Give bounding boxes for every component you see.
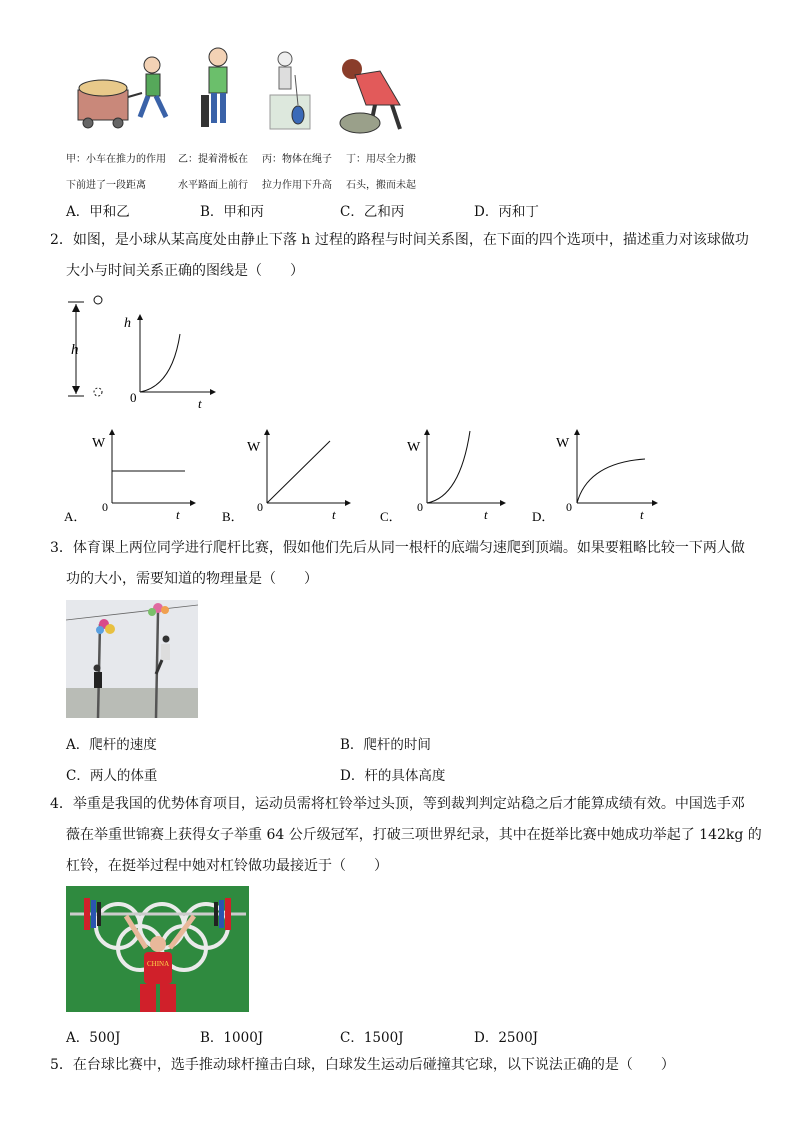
graph-b-xlabel: t bbox=[332, 507, 336, 522]
graph-b-option-label: B． bbox=[222, 509, 244, 524]
q3-pole-climb-photo bbox=[66, 600, 198, 718]
graph-a-xlabel: t bbox=[176, 507, 180, 522]
q1-option-a[interactable]: A．甲和乙 bbox=[66, 204, 130, 220]
q4-option-a[interactable]: A．500J bbox=[66, 1030, 121, 1046]
q2-option-graphs bbox=[60, 425, 670, 530]
graph-a[interactable] bbox=[64, 429, 196, 524]
jersey-text: CHINA bbox=[147, 960, 170, 968]
skateboard-boy-figure bbox=[201, 48, 227, 127]
graph-a-ylabel: W bbox=[92, 436, 106, 451]
graph-d-option-label: D． bbox=[532, 509, 555, 524]
graph-c[interactable] bbox=[380, 429, 506, 524]
graph-b-ylabel: W bbox=[247, 440, 261, 455]
q3-option-d[interactable]: D．杆的具体高度 bbox=[340, 768, 446, 784]
caption-jia-1: 甲：小车在推力的作用 bbox=[66, 154, 166, 165]
q1-option-c[interactable]: C．乙和丙 bbox=[340, 204, 405, 220]
caption-jia-2: 下前进了一段距离 bbox=[66, 180, 146, 191]
q3-option-b[interactable]: B．爬杆的时间 bbox=[340, 737, 431, 753]
caption-ding-1: 丁：用尽全力搬 bbox=[346, 154, 416, 165]
q1-option-b[interactable]: B．甲和丙 bbox=[200, 204, 264, 220]
q3-stem-line1: 3．体育课上两位同学进行爬杆比赛，假如他们先后从同一根杆的底端匀速爬到顶端。如果要粗略比较一下两人做 bbox=[50, 540, 745, 556]
graph-b[interactable] bbox=[222, 429, 351, 524]
graph-b-zero: 0 bbox=[257, 500, 263, 514]
q4-stem-line3: 杠铃，在挺举过程中她对杠铃做功最接近于（ ） bbox=[66, 858, 388, 874]
q4-option-c[interactable]: C．1500J bbox=[340, 1030, 404, 1046]
q4-stem-line2: 薇在举重世锦赛上获得女子举重 64 公斤级冠军，打破三项世界纪录，其中在挺举比赛中她成功举起了 142kg 的 bbox=[66, 827, 762, 843]
pulley-figure bbox=[270, 52, 310, 129]
graph-d-xlabel: t bbox=[640, 507, 644, 522]
graph-a-option-label: A． bbox=[64, 509, 87, 524]
caption-ding-2: 石头，搬而未起 bbox=[346, 180, 416, 191]
q1-option-d[interactable]: D．丙和丁 bbox=[474, 204, 539, 220]
caption-bing-2: 拉力作用下升高 bbox=[262, 180, 332, 191]
q1-cartoon-figures bbox=[70, 45, 420, 140]
q4-option-b[interactable]: B．1000J bbox=[200, 1030, 264, 1046]
q2-fig-h-label: h bbox=[71, 342, 79, 358]
graph-a-zero: 0 bbox=[102, 500, 108, 514]
q2-stem-line1: 2．如图，是小球从某高度处由静止下落 h 过程的路程与时间关系图，在下面的四个选项中，描述重力对该球做功 bbox=[50, 232, 749, 248]
graph-c-zero: 0 bbox=[417, 500, 423, 514]
caption-bing-1: 丙：物体在绳子 bbox=[262, 154, 332, 165]
q2-fig-axis-t: t bbox=[198, 396, 202, 411]
graph-c-ylabel: W bbox=[407, 440, 421, 455]
q3-option-c[interactable]: C．两人的体重 bbox=[66, 768, 158, 784]
cart-boy-figure bbox=[78, 57, 166, 128]
graph-c-option-label: C． bbox=[380, 509, 402, 524]
graph-d-ylabel: W bbox=[556, 436, 570, 451]
graph-d-zero: 0 bbox=[566, 500, 572, 514]
caption-yi-1: 乙：提着滑板在 bbox=[178, 154, 248, 165]
q4-weightlifting-photo bbox=[66, 886, 249, 1012]
stone-girl-figure bbox=[340, 59, 400, 133]
q4-option-d[interactable]: D．2500J bbox=[474, 1030, 539, 1046]
q5-stem-line1: 5．在台球比赛中，选手推动球杆撞击白球，白球发生运动后碰撞其它球，以下说法正确的是（ ） bbox=[50, 1057, 675, 1073]
q4-stem-line1: 4．举重是我国的优势体育项目，运动员需将杠铃举过头顶，等到裁判判定站稳之后才能算成绩有效。中国选手邓 bbox=[50, 796, 745, 812]
q2-fall-figure bbox=[60, 290, 220, 415]
q2-fig-axis-h: h bbox=[124, 316, 131, 331]
q3-stem-line2: 功的大小，需要知道的物理量是（ ） bbox=[66, 571, 318, 587]
q1-illustrations bbox=[70, 45, 420, 140]
q3-option-a[interactable]: A．爬杆的速度 bbox=[66, 737, 157, 753]
q2-fig-zero: 0 bbox=[130, 390, 137, 405]
graph-d[interactable] bbox=[532, 429, 658, 524]
q2-stem-line2: 大小与时间关系正确的图线是（ ） bbox=[66, 263, 304, 279]
caption-yi-2: 水平路面上前行 bbox=[178, 180, 248, 191]
graph-c-xlabel: t bbox=[484, 507, 488, 522]
